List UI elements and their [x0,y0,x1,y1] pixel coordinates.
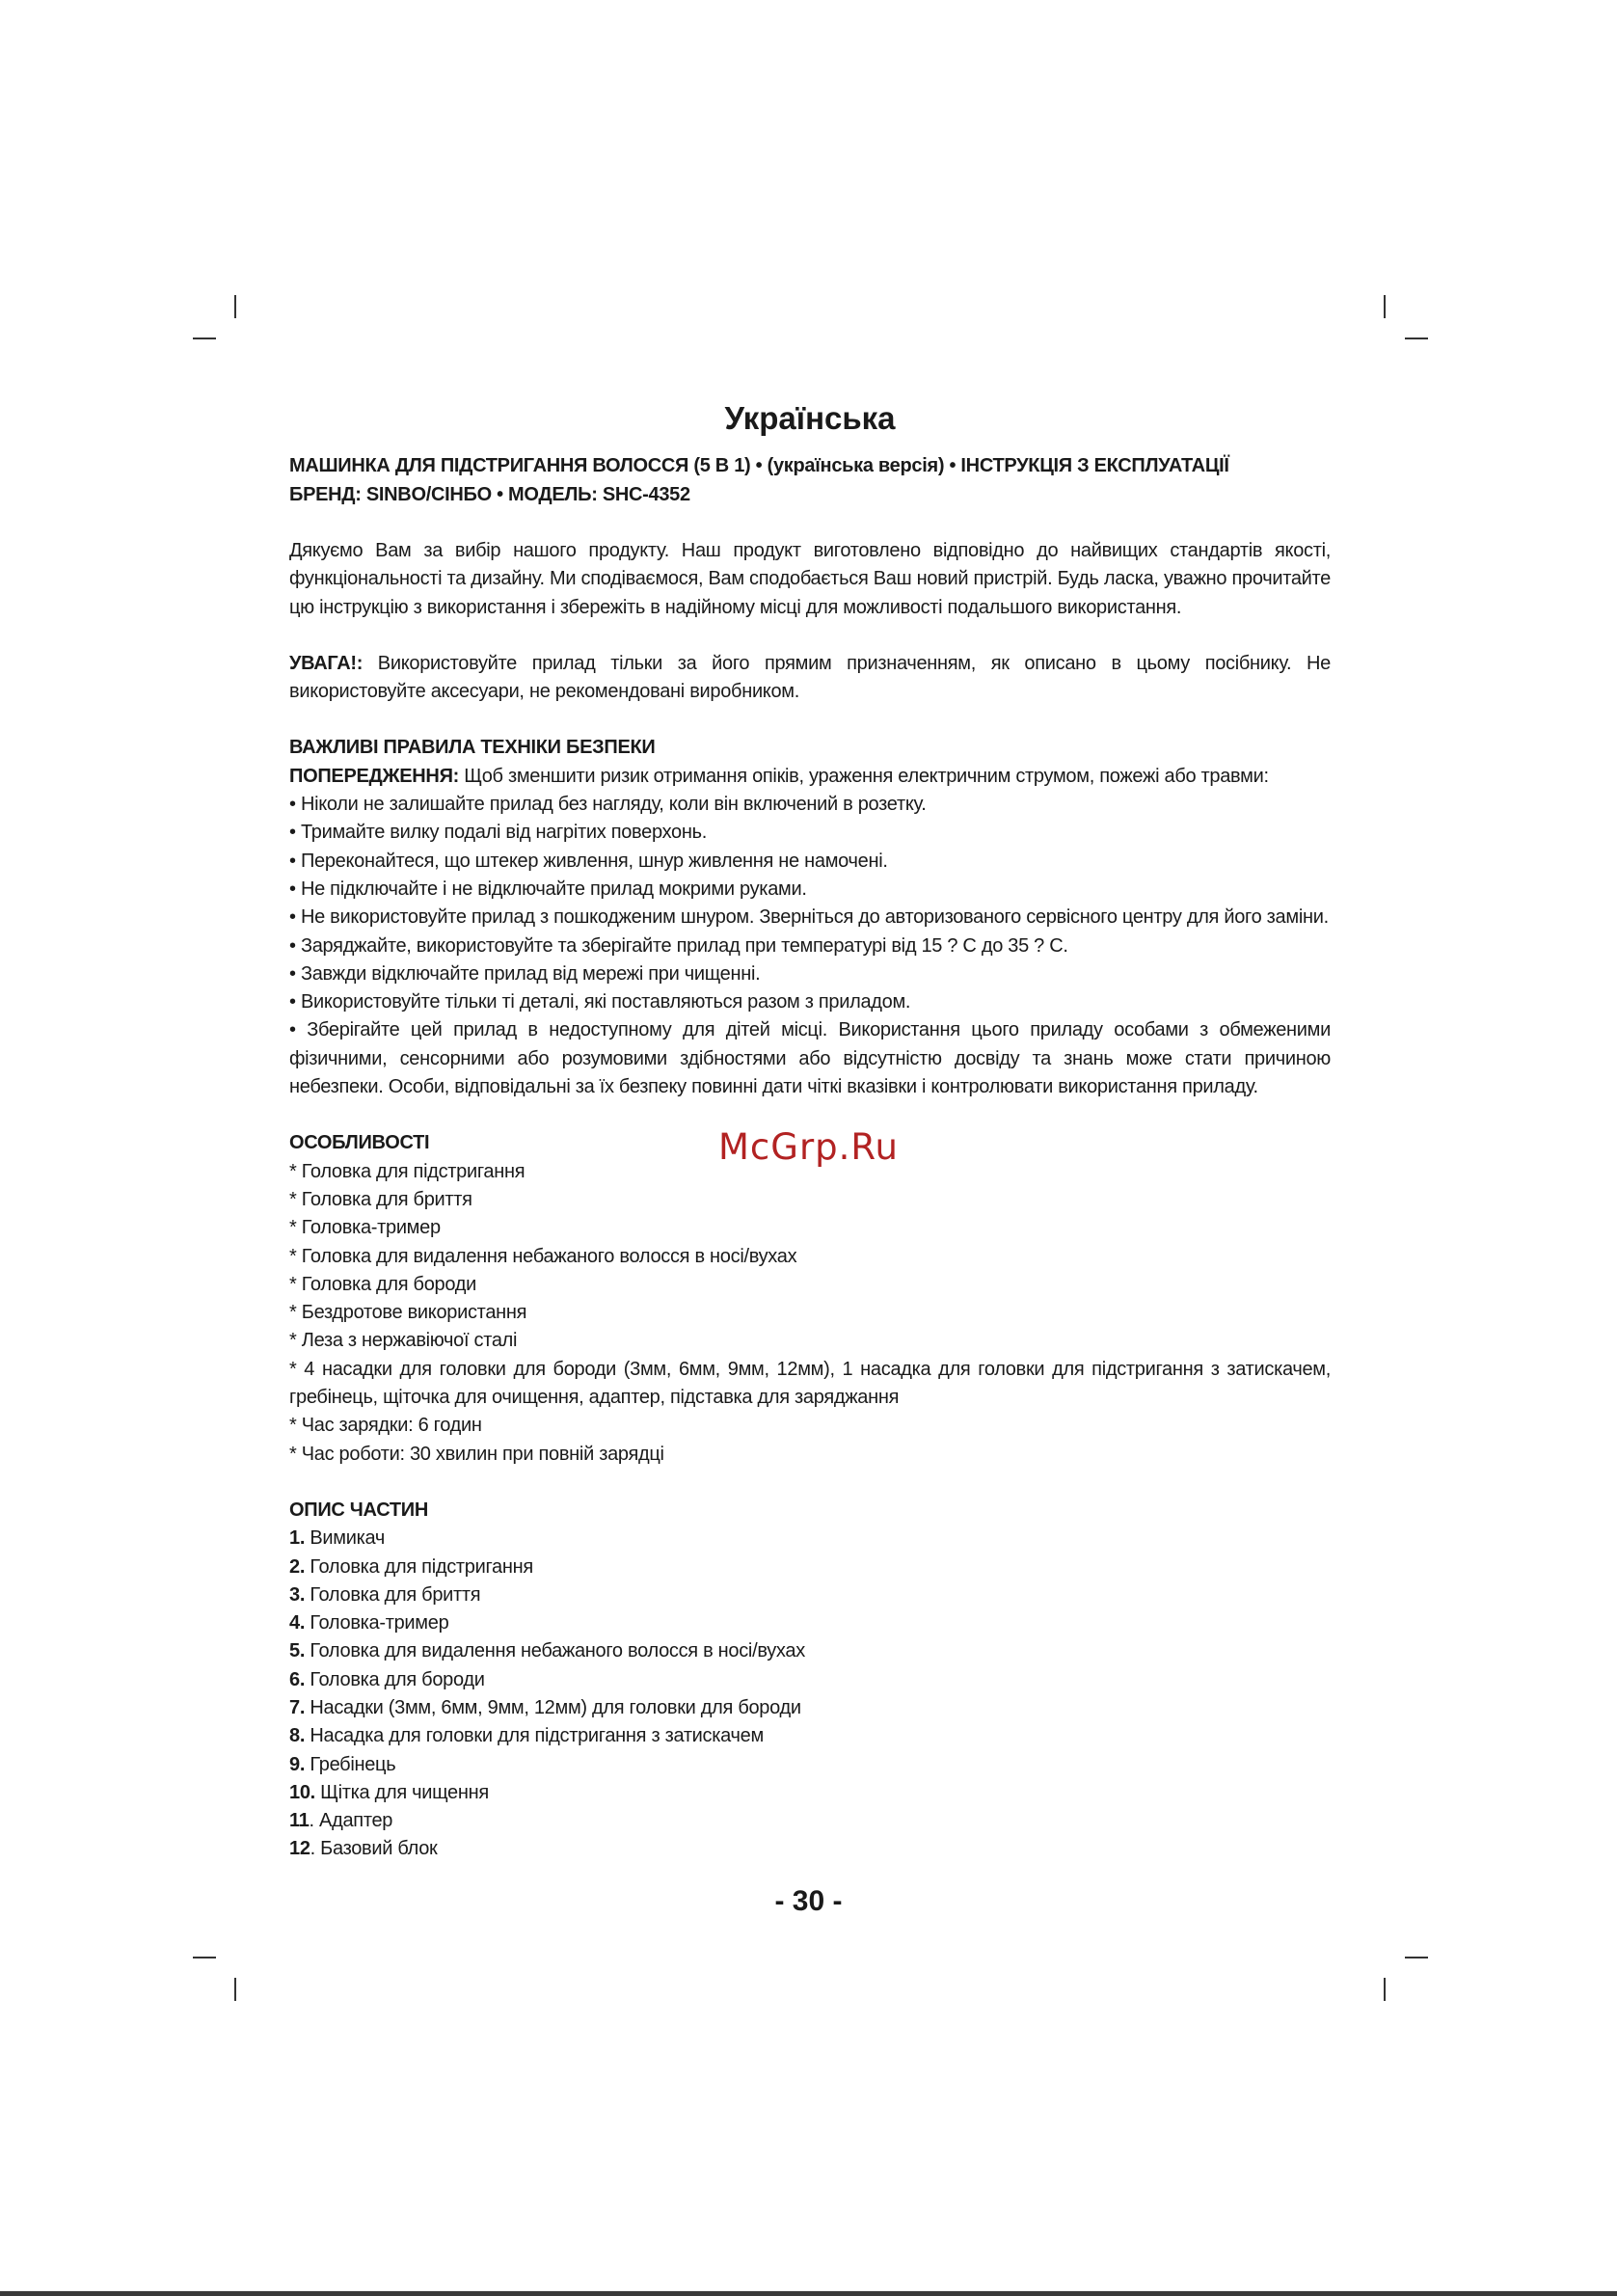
part-number: 8. [289,1725,306,1747]
crop-mark-top-right-vertical [1384,295,1386,318]
part-number: 6. [289,1668,306,1690]
part-label: Головка для видалення небажаного волосся в носі/вухах [305,1640,805,1662]
part-label: Щітка для чищення [314,1781,489,1803]
brand-model-line: БРЕНД: SINBO/СІНБО • МОДЕЛЬ: SHC-4352 [289,484,690,505]
list-item: * Бездротове використання [289,1302,527,1324]
part-label: Головка для бороди [305,1668,485,1690]
safety-heading: ВАЖЛИВІ ПРАВИЛА ТЕХНІКИ БЕЗПЕКИ [289,737,656,759]
safety-warning [289,763,1331,791]
part-label: Головка для підстригання [305,1555,533,1578]
part-number: 12 [289,1838,310,1860]
crop-mark-bottom-left-horizontal [193,1957,216,1958]
safety-warning-text: Щоб зменшити ризик отримання опіків, ураження електричним струмом, пожежі або травми: [459,765,1269,787]
part-label: Головка для бриття [305,1583,481,1606]
list-item: * Головка-тример [289,1217,441,1239]
list-item: * Головка для видалення небажаного волосся в носі/вухах [289,1245,797,1267]
features-heading: ОСОБЛИВОСТІ [289,1132,430,1154]
warning-text: Використовуйте прилад тільки за його прямим призначенням, як описано в цьому посібнику. Не використовуйте аксесуари, не рекомендовані виробником. [289,652,1331,703]
part-number: 9. [289,1753,306,1775]
list-item [289,1637,1331,1665]
list-item: • Заряджайте, використовуйте та зберігайте прилад при температурі від 15 ? С до 35 ? С. [289,934,1068,957]
part-number: 2. [289,1555,306,1578]
part-label: Насадка для головки для підстригання з затискачем [305,1725,764,1747]
list-item [289,1779,1331,1807]
safety-list [289,791,1331,1101]
list-item: • Зберігайте цей прилад в недоступному для дітей місці. Використання цього приладу особами з обмеженими фізичними, сенсорними або розумовими здібностями або відсутністю досвіду та знань може стати причиною небезпеки. Особи, відповідальні за їх безпеку повинні дати чіткі вказівки і контролювати використання приладу. [289,1019,1331,1098]
list-item [289,1694,1331,1722]
list-item [289,1751,1331,1779]
safety-warning-label: ПОПЕРЕДЖЕННЯ: [289,765,460,787]
crop-mark-bottom-right-horizontal [1405,1957,1428,1958]
part-number: 5. [289,1640,306,1662]
list-item [289,1722,1331,1750]
list-item: • Переконайтеся, що штекер живлення, шнур живлення не намочені. [289,850,888,872]
part-label: Гребінець [305,1753,396,1775]
warning-label: УВАГА!: [289,652,364,674]
list-item: * Час роботи: 30 хвилин при повній зарядці [289,1443,664,1465]
list-item [289,1525,1331,1553]
list-item: * Головка для підстригання [289,1160,526,1182]
list-item [289,1581,1331,1609]
part-label: . Адаптер [309,1810,393,1832]
list-item: * 4 насадки для головки для бороди (3мм, 6мм, 9мм, 12мм), 1 насадка для головки для підстригання з затискачем, гребінець, щіточка для очищення, адаптер, підставка для заряджання [289,1358,1331,1409]
part-label: Насадки (3мм, 6мм, 9мм, 12мм) для головки для бороди [305,1696,801,1718]
list-item [289,1835,1331,1863]
watermark: McGrp.Ru [718,1126,899,1168]
bottom-rule [0,2291,1617,2296]
part-label: . Базовий блок [310,1838,438,1860]
crop-mark-bottom-right-vertical [1384,1978,1386,2001]
part-label: Головка-тример [305,1612,449,1634]
list-item: • Ніколи не залишайте прилад без нагляду, коли він включений в розетку. [289,794,927,816]
crop-mark-top-left-horizontal [193,338,216,339]
crop-mark-bottom-left-vertical [234,1978,236,2001]
list-item [289,1807,1331,1835]
list-item: • Використовуйте тільки ті деталі, які поставляються разом з приладом. [289,991,911,1013]
list-item: * Леза з нержавіючої сталі [289,1330,518,1352]
part-number: 10. [289,1781,315,1803]
part-number: 7. [289,1696,306,1718]
part-label: Вимикач [305,1527,385,1550]
part-number: 4. [289,1612,306,1634]
part-number: 1. [289,1527,306,1550]
parts-heading: ОПИС ЧАСТИН [289,1499,428,1521]
list-item: * Головка для бриття [289,1188,472,1210]
list-item [289,1553,1331,1581]
list-item: * Час зарядки: 6 годин [289,1415,482,1437]
parts-list [289,1525,1331,1864]
list-item: • Завжди відключайте прилад від мережі при чищенні. [289,962,761,985]
list-item: • Тримайте вилку подалі від нагрітих поверхонь. [289,822,707,844]
list-item [289,1666,1331,1694]
product-header-line: МАШИНКА ДЛЯ ПІДСТРИГАННЯ ВОЛОССЯ (5 В 1) • (українська версія) • ІНСТРУКЦІЯ З ЕКСПЛУАТАЦІЇ [289,455,1229,476]
list-item [289,1609,1331,1637]
list-item: • Не підключайте і не відключайте прилад мокрими руками. [289,878,807,900]
part-number: 3. [289,1583,306,1606]
features-list [289,1158,1331,1469]
crop-mark-top-left-vertical [234,295,236,318]
page-number: - 30 - [774,1885,843,1917]
list-item: • Не використовуйте прилад з пошкодженим шнуром. Зверніться до авторизованого сервісного центру для його заміни. [289,906,1329,929]
list-item: * Головка для бороди [289,1273,476,1295]
intro-paragraph: Дякуємо Вам за вибір нашого продукту. Наш продукт виготовлено відповідно до найвищих стандартів якості, функціональності та дизайну. Ми сподіваємося, Вам сподобається Ваш новий пристрій. Будь ласка, уважно прочитайте цю інструкцію з використання і збережіть в надійному місці для можливості подальшого використання. [289,540,1331,618]
part-number: 11 [289,1810,310,1832]
crop-mark-top-right-horizontal [1405,338,1428,339]
warning-paragraph [289,650,1331,707]
language-title: Українська [724,400,896,436]
